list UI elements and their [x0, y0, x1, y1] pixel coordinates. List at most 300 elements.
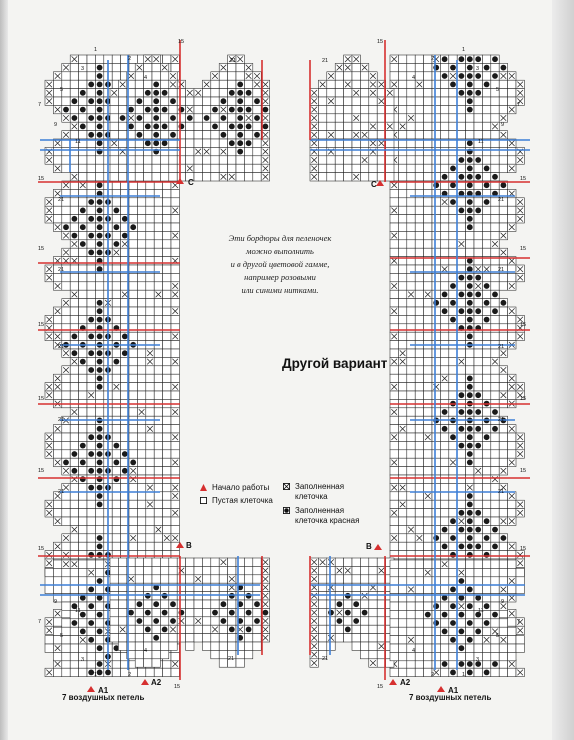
chart-dot	[237, 90, 243, 96]
chart-cell	[432, 290, 440, 298]
row-number: 9	[54, 599, 58, 605]
chart-cell	[491, 231, 499, 239]
chart-dot	[467, 620, 473, 626]
chart-cell	[194, 131, 202, 139]
chart-cell	[70, 206, 78, 214]
row-number: 21	[230, 58, 237, 64]
chart-cell	[144, 634, 152, 642]
chart-cell	[491, 433, 499, 441]
chart-cell	[491, 467, 499, 475]
chart-cell	[228, 634, 236, 642]
chart-dot	[467, 166, 473, 172]
chart-cell	[432, 173, 440, 181]
chart-cell	[79, 551, 87, 559]
chart-dot	[212, 610, 218, 616]
chart-dot	[459, 510, 465, 516]
chart-dot	[484, 535, 490, 541]
chart-cell	[499, 551, 507, 559]
chart-cell	[129, 517, 137, 525]
chart-dot	[237, 149, 243, 155]
chart-cell	[457, 383, 465, 391]
chart-cell	[70, 458, 78, 466]
chart-cell	[253, 575, 261, 583]
chart-cell	[335, 625, 343, 633]
chart-cell	[118, 164, 126, 172]
chart-cell	[152, 650, 160, 658]
chart-dot	[97, 367, 103, 373]
chart-dot	[467, 670, 473, 676]
chart-cell	[407, 668, 415, 676]
chart-cell	[424, 441, 432, 449]
chart-cell	[474, 315, 482, 323]
chart-dot	[467, 56, 473, 62]
chart-cell	[211, 89, 219, 97]
chart-dot	[484, 670, 490, 676]
chart-cell	[318, 122, 326, 130]
chart-cell	[144, 156, 152, 164]
chart-dot	[97, 544, 103, 550]
chart-cell	[474, 585, 482, 593]
chart-cell	[440, 391, 448, 399]
chart-dot	[467, 275, 473, 281]
chart-cell	[432, 282, 440, 290]
chart-cell	[79, 147, 87, 155]
chart-cell	[390, 391, 398, 399]
chart-cell	[491, 147, 499, 155]
chart-cell	[318, 147, 326, 155]
chart-cell	[344, 634, 352, 642]
row-number: 21	[58, 344, 65, 350]
note-line-3: и в другой цветовой гамме,	[230, 259, 330, 269]
chart-dot	[162, 610, 168, 616]
chart-cell	[466, 131, 474, 139]
chart-cell	[508, 391, 516, 399]
chart-cell	[474, 619, 482, 627]
chart-cell	[390, 492, 398, 500]
chart-cell	[129, 315, 137, 323]
chart-cell	[163, 467, 171, 475]
chart-cell	[171, 425, 179, 433]
chart-cell	[432, 568, 440, 576]
chart-cell	[369, 642, 377, 650]
chart-cell	[327, 642, 335, 650]
chart-cell	[154, 467, 162, 475]
chart-cell	[390, 619, 398, 627]
chart-cell	[390, 349, 398, 357]
chart-cell	[163, 500, 171, 508]
chart-cell	[335, 156, 343, 164]
chart-cell	[154, 383, 162, 391]
chart-dot	[162, 140, 168, 146]
chart-cell	[440, 206, 448, 214]
chart-cell	[508, 80, 516, 88]
chart-cell	[62, 568, 70, 576]
chart-dot	[97, 73, 103, 79]
chart-cell	[244, 131, 252, 139]
chart-cell	[407, 131, 415, 139]
chart-cell	[407, 223, 415, 231]
chart-cell	[70, 534, 78, 542]
chart-cell	[53, 618, 61, 626]
chart-dot	[475, 426, 481, 432]
chart-dot	[97, 65, 103, 71]
chart-cell	[202, 156, 210, 164]
chart-dot	[221, 98, 227, 104]
chart-cell	[144, 575, 152, 583]
chart-cell	[154, 500, 162, 508]
chart-dot	[212, 124, 218, 130]
row-number: 7	[517, 619, 521, 625]
chart-cell	[202, 600, 210, 608]
chart-cell	[390, 341, 398, 349]
chart-cell	[407, 97, 415, 105]
chart-cell	[335, 114, 343, 122]
chart-cell	[87, 652, 95, 660]
chart-cell	[194, 600, 202, 608]
chart-cell	[171, 441, 179, 449]
chart-cell	[154, 248, 162, 256]
chart-cell	[253, 105, 261, 113]
chart-cell	[154, 299, 162, 307]
chart-cell	[491, 652, 499, 660]
chart-dot	[162, 107, 168, 113]
chart-cell	[79, 307, 87, 315]
chart-cell	[219, 659, 227, 667]
chart-dot	[128, 610, 134, 616]
chart-cell	[70, 80, 78, 88]
chart-cell	[163, 509, 171, 517]
chart-cell	[171, 198, 179, 206]
chart-cell	[169, 122, 177, 130]
chart-cell	[415, 619, 423, 627]
chart-cell	[390, 542, 398, 550]
chart-cell	[79, 315, 87, 323]
chart-dot	[442, 292, 448, 298]
chart-cell	[95, 517, 103, 525]
chart-cell	[432, 509, 440, 517]
chart-cell	[186, 642, 194, 650]
chart-cell	[236, 72, 244, 80]
chart-cell	[386, 173, 394, 181]
chart-cell	[499, 273, 507, 281]
chart-cell	[407, 534, 415, 542]
chart-cell	[390, 72, 398, 80]
chart-cell	[146, 467, 154, 475]
chart-dot	[97, 250, 103, 256]
chart-cell	[352, 558, 360, 566]
chart-cell	[70, 307, 78, 315]
chart-cell	[137, 223, 145, 231]
row-number: 15	[38, 396, 45, 402]
chart-cell	[457, 122, 465, 130]
chart-cell	[482, 577, 490, 585]
chart-cell	[440, 105, 448, 113]
chart-dot	[459, 629, 465, 635]
chart-dot	[120, 115, 126, 121]
chart-cell	[449, 248, 457, 256]
chart-cell	[70, 315, 78, 323]
chart-cell	[87, 517, 95, 525]
chart-dot	[246, 90, 252, 96]
chart-cell	[508, 156, 516, 164]
chart-cell	[440, 475, 448, 483]
chart-cell	[415, 55, 423, 63]
chart-cell	[407, 467, 415, 475]
chart-dot	[80, 443, 86, 449]
chart-dot	[353, 601, 359, 607]
chart-cell	[390, 577, 398, 585]
chart-cell	[407, 619, 415, 627]
chart-cell	[70, 156, 78, 164]
chart-cell	[152, 72, 160, 80]
chart-cell	[398, 374, 406, 382]
chart-cell	[424, 89, 432, 97]
chart-cell	[482, 568, 490, 576]
chart-cell	[360, 97, 368, 105]
chart-cell	[344, 558, 352, 566]
chart-cell	[171, 189, 179, 197]
chart-dot	[467, 392, 473, 398]
row-number: 4	[144, 648, 148, 654]
chart-dot	[353, 618, 359, 624]
chart-cell	[112, 374, 120, 382]
row-number: 4	[412, 75, 416, 81]
chart-cell	[177, 147, 185, 155]
chart-cell	[440, 619, 448, 627]
chart-cell	[211, 131, 219, 139]
chart-cell	[482, 627, 490, 635]
chart-cell	[415, 72, 423, 80]
chart-cell	[432, 122, 440, 130]
chart-cell	[415, 500, 423, 508]
chart-cell	[407, 240, 415, 248]
chart-cell	[70, 366, 78, 374]
chart-cell	[135, 156, 143, 164]
chart-cell	[398, 551, 406, 559]
chart-cell	[163, 433, 171, 441]
chart-cell	[407, 89, 415, 97]
chart-cell	[62, 97, 70, 105]
chart-cell	[390, 644, 398, 652]
chart-cell	[398, 265, 406, 273]
chart-cell	[491, 577, 499, 585]
row-number: 15	[38, 246, 45, 252]
chart-cell	[87, 458, 95, 466]
chart-cell	[253, 122, 261, 130]
chart-cell	[160, 156, 168, 164]
chart-cell	[171, 652, 179, 660]
chart-cell	[466, 114, 474, 122]
chart-dot	[246, 140, 252, 146]
chart-cell	[211, 634, 219, 642]
chart-cell	[129, 206, 137, 214]
chart-dot	[237, 107, 243, 113]
chart-cell	[163, 391, 171, 399]
chart-cell	[154, 425, 162, 433]
chart-dot	[153, 98, 159, 104]
start-marker-a1-right	[437, 686, 445, 692]
chart-cell	[70, 644, 78, 652]
chart-cell	[70, 652, 78, 660]
chart-cell	[160, 634, 168, 642]
chart-cell	[440, 332, 448, 340]
chart-cell	[186, 558, 194, 566]
chart-cell	[432, 627, 440, 635]
chart-cell	[440, 282, 448, 290]
chart-cell	[474, 644, 482, 652]
chart-cell	[211, 114, 219, 122]
chart-dot	[484, 620, 490, 626]
chart-cell	[432, 156, 440, 164]
chart-cell	[327, 122, 335, 130]
chart-cell	[163, 282, 171, 290]
chart-cell	[70, 509, 78, 517]
chart-cell	[53, 509, 61, 517]
chart-cell	[466, 644, 474, 652]
chart-cell	[160, 566, 168, 574]
chart-dot	[450, 670, 456, 676]
row-number: 21	[58, 197, 65, 203]
chart-cell	[160, 558, 168, 566]
chart-cell	[449, 332, 457, 340]
chart-cell	[499, 542, 507, 550]
chart-cell	[440, 568, 448, 576]
chart-cell	[118, 156, 126, 164]
chart-cell	[177, 114, 185, 122]
chart-cell	[152, 63, 160, 71]
chart-cell	[449, 206, 457, 214]
chart-cell	[415, 475, 423, 483]
chart-cell	[424, 383, 432, 391]
chart-cell	[344, 575, 352, 583]
chart-cell	[177, 156, 185, 164]
chart-cell	[491, 560, 499, 568]
chart-cell	[390, 475, 398, 483]
chart-cell	[62, 652, 70, 660]
row-number: 4	[144, 75, 148, 81]
chart-cell	[146, 324, 154, 332]
chart-cell	[457, 450, 465, 458]
chart-cell	[449, 240, 457, 248]
chart-cell	[508, 147, 516, 155]
chart-dot	[484, 65, 490, 71]
chart-cell	[360, 625, 368, 633]
chart-cell	[244, 575, 252, 583]
chart-cell	[163, 668, 171, 676]
chart-cell	[424, 206, 432, 214]
chart-cell	[211, 566, 219, 574]
chart-cell	[118, 173, 126, 181]
chart-cell	[390, 517, 398, 525]
chart-cell	[137, 299, 145, 307]
chart-cell	[440, 652, 448, 660]
chart-cell	[318, 608, 326, 616]
chart-cell	[137, 542, 145, 550]
chart-dot	[442, 308, 448, 314]
chart-cell	[70, 164, 78, 172]
chart-cell	[360, 558, 368, 566]
chart-cell	[129, 425, 137, 433]
chart-cell	[466, 240, 474, 248]
chart-dot	[467, 603, 473, 609]
row-number: 5	[496, 633, 500, 639]
chart-dot	[501, 182, 507, 188]
chart-cell	[344, 97, 352, 105]
chart-cell	[152, 558, 160, 566]
chart-cell	[432, 80, 440, 88]
chart-cell	[390, 636, 398, 644]
chart-dot	[88, 367, 94, 373]
chart-cell	[112, 408, 120, 416]
chart-cell	[407, 105, 415, 113]
chart-cell	[79, 450, 87, 458]
chart-cell	[424, 644, 432, 652]
chart-cell	[369, 131, 377, 139]
empty-cell-icon	[200, 497, 207, 504]
chart-cell	[424, 357, 432, 365]
chart-cell	[135, 608, 143, 616]
chart-cell	[457, 131, 465, 139]
chart-cell	[499, 332, 507, 340]
chart-cell	[62, 509, 70, 517]
chart-cell	[398, 55, 406, 63]
chart-cell	[499, 215, 507, 223]
chart-cell	[202, 617, 210, 625]
chart-cell	[219, 634, 227, 642]
chart-cell	[87, 240, 95, 248]
chart-dot	[467, 107, 473, 113]
chart-cell	[415, 164, 423, 172]
chart-cell	[474, 500, 482, 508]
chart-dot	[450, 283, 456, 289]
chart-cell	[424, 332, 432, 340]
chart-dot	[229, 90, 235, 96]
chart-cell	[415, 610, 423, 618]
chart-cell	[482, 240, 490, 248]
chart-cell	[482, 206, 490, 214]
chart-cell	[79, 55, 87, 63]
chart-cell	[318, 642, 326, 650]
chart-dot	[72, 334, 78, 340]
chart-cell	[112, 467, 120, 475]
chart-cell	[398, 560, 406, 568]
chart-cell	[137, 467, 145, 475]
chart-cell	[440, 534, 448, 542]
mark-c-left: C	[188, 178, 194, 187]
chart-cell	[62, 273, 70, 281]
chart-cell	[79, 80, 87, 88]
chart-cell	[508, 433, 516, 441]
chart-dot	[467, 90, 473, 96]
chart-cell	[491, 517, 499, 525]
chart-cell	[135, 558, 143, 566]
chart-cell	[87, 282, 95, 290]
chart-cell	[45, 568, 53, 576]
chart-cell	[137, 433, 145, 441]
chart-cell	[137, 366, 145, 374]
chart-cell	[129, 383, 137, 391]
chart-cell	[118, 558, 126, 566]
chart-cell	[344, 72, 352, 80]
chart-cell	[62, 441, 70, 449]
chart-cell	[79, 114, 87, 122]
chart-dot	[137, 132, 143, 138]
chart-cell	[154, 332, 162, 340]
chart-cell	[129, 282, 137, 290]
chart-cell	[154, 458, 162, 466]
chart-cell	[62, 315, 70, 323]
chart-cell	[360, 566, 368, 574]
